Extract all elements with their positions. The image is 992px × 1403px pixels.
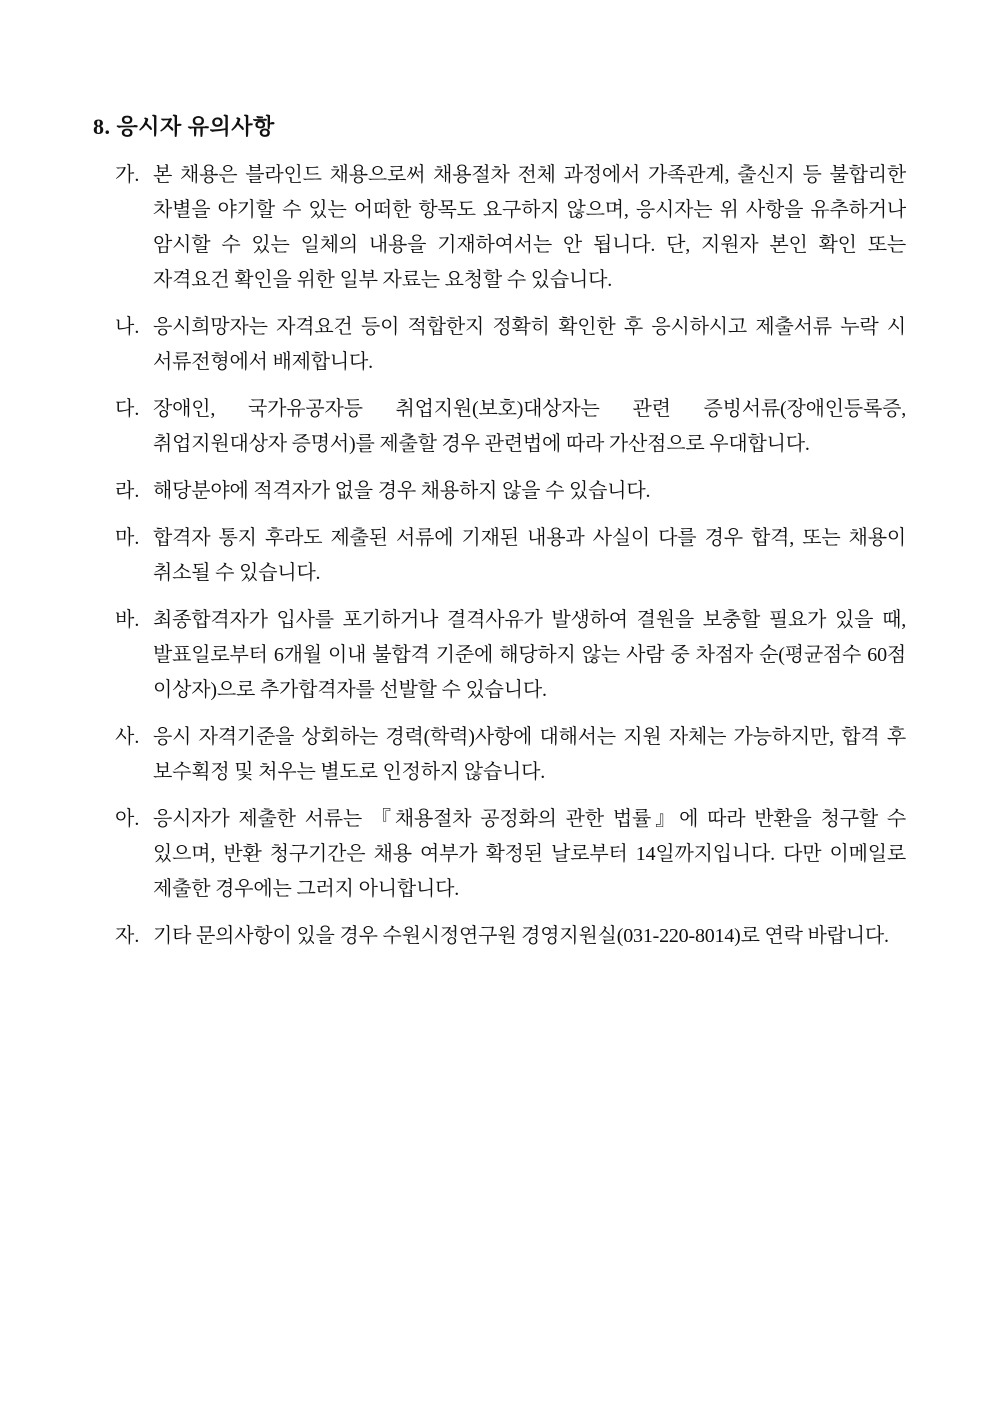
notice-item-ra [115, 474, 906, 509]
item-label: 다. [115, 398, 140, 420]
item-label: 라. [115, 480, 140, 502]
item-text: 응시희망자는 자격요건 등이 적합한지 정확히 확인한 후 응시하시고 제출서류 누락 시 서류전형에서 배제합니다. [153, 316, 906, 373]
item-label: 가. [115, 164, 140, 186]
item-text: 응시자가 제출한 서류는 『채용절차 공정화의 관한 법률』에 따라 반환을 청구할 수 있으며, 반환 청구기간은 채용 여부가 확정된 날로부터 14일까지입니다. 다만 이메일로 제출한 경우에는 그러지 아니합니다. [153, 808, 906, 900]
item-label: 나. [115, 316, 140, 338]
item-text: 장애인, 국가유공자등 취업지원(보호)대상자는 관련 증빙서류(장애인등록증, 취업지원대상자 증명서)를 제출할 경우 관련법에 따라 가산점으로 우대합니다. [153, 398, 906, 455]
item-text: 최종합격자가 입사를 포기하거나 결격사유가 발생하여 결원을 보충할 필요가 있을 때, 발표일로부터 6개월 이내 불합격 기준에 해당하지 않는 사람 중 차점자 순(평균점수 60점 이상자)으로 추가합격자를 선발할 수 있습니다. [153, 609, 906, 701]
item-text: 본 채용은 블라인드 채용으로써 채용절차 전체 과정에서 가족관계, 출신지 등 불합리한 차별을 야기할 수 있는 어떠한 항목도 요구하지 않으며, 응시자는 위 사항을 유추하거나 암시할 수 있는 일체의 내용을 기재하여서는 안 됩니다. 단, 지원자 본인 확인 또는 자격요건 확인을 위한 일부 자료는 요청할 수 있습니다. [153, 164, 906, 291]
item-label: 아. [115, 808, 140, 830]
notice-item-ma [115, 521, 906, 591]
notice-item-sa [115, 720, 906, 790]
notice-item-ah [115, 802, 906, 907]
notice-item-ba [115, 603, 906, 708]
notice-item-da [115, 392, 906, 462]
section-heading: 8. 응시자 유의사항 [93, 114, 275, 139]
notice-item-ga [115, 158, 906, 298]
item-label: 마. [115, 527, 140, 549]
item-label: 자. [115, 925, 140, 947]
notice-item-na [115, 310, 906, 380]
item-text: 기타 문의사항이 있을 경우 수원시정연구원 경영지원실(031-220-8014)로 연락 바랍니다. [153, 925, 889, 947]
item-label: 사. [115, 726, 140, 748]
item-text: 해당분야에 적격자가 없을 경우 채용하지 않을 수 있습니다. [153, 480, 651, 502]
item-text: 합격자 통지 후라도 제출된 서류에 기재된 내용과 사실이 다를 경우 합격, 또는 채용이 취소될 수 있습니다. [153, 527, 906, 584]
item-label: 바. [115, 609, 140, 631]
notice-list [115, 158, 906, 954]
notice-item-ja [115, 919, 906, 954]
item-text: 응시 자격기준을 상회하는 경력(학력)사항에 대해서는 지원 자체는 가능하지만, 합격 후 보수획정 및 처우는 별도로 인정하지 않습니다. [153, 726, 906, 783]
